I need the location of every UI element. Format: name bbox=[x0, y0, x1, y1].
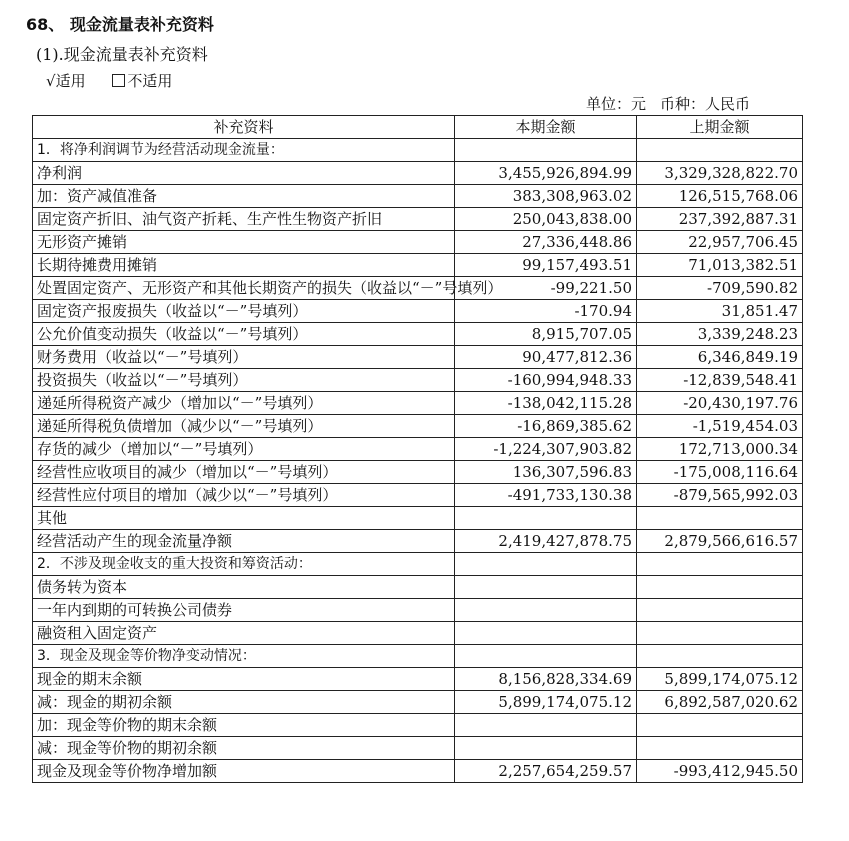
current-amount-cell: 8,915,707.05 bbox=[455, 323, 637, 346]
table-row bbox=[33, 668, 803, 691]
table-row bbox=[33, 231, 803, 254]
table-row bbox=[33, 438, 803, 461]
previous-amount-cell: 22,957,706.45 bbox=[637, 231, 803, 254]
table-row bbox=[33, 415, 803, 438]
table-row bbox=[33, 392, 803, 415]
row-label-cell: 2．不涉及现金收支的重大投资和筹资活动： bbox=[33, 553, 455, 576]
row-label-cell: 3．现金及现金等价物净变动情况： bbox=[33, 645, 455, 668]
table-row bbox=[33, 737, 803, 760]
row-label-cell: 经营性应收项目的减少（增加以“－”号填列） bbox=[33, 461, 455, 484]
current-amount-cell bbox=[455, 645, 637, 668]
applicable-label: 适用 bbox=[55, 72, 86, 90]
previous-amount-cell: 126,515,768.06 bbox=[637, 185, 803, 208]
table-row bbox=[33, 185, 803, 208]
current-amount-cell: 2,257,654,259.57 bbox=[455, 760, 637, 783]
current-amount-cell: 3,455,926,894.99 bbox=[455, 162, 637, 185]
header-current-period: 本期金额 bbox=[455, 116, 637, 139]
previous-amount-cell bbox=[637, 737, 803, 760]
previous-amount-cell: 31,851.47 bbox=[637, 300, 803, 323]
current-amount-cell: -1,224,307,903.82 bbox=[455, 438, 637, 461]
row-label-cell: 加：资产减值准备 bbox=[33, 185, 455, 208]
table-row bbox=[33, 208, 803, 231]
previous-amount-cell: 5,899,174,075.12 bbox=[637, 668, 803, 691]
current-amount-cell: 27,336,448.86 bbox=[455, 231, 637, 254]
previous-amount-cell: -993,412,945.50 bbox=[637, 760, 803, 783]
subsection-heading bbox=[36, 42, 208, 65]
previous-amount-cell bbox=[637, 507, 803, 530]
current-amount-cell: -99,221.50 bbox=[455, 277, 637, 300]
previous-amount-cell bbox=[637, 599, 803, 622]
current-amount-cell: -491,733,130.38 bbox=[455, 484, 637, 507]
current-amount-cell bbox=[455, 622, 637, 645]
current-amount-cell: -160,994,948.33 bbox=[455, 369, 637, 392]
row-label-cell: 固定资产报废损失（收益以“－”号填列） bbox=[33, 300, 455, 323]
current-amount-cell: -16,869,385.62 bbox=[455, 415, 637, 438]
current-amount-cell: 99,157,493.51 bbox=[455, 254, 637, 277]
current-amount-cell bbox=[455, 576, 637, 599]
previous-amount-cell bbox=[637, 622, 803, 645]
current-amount-cell bbox=[455, 139, 637, 162]
current-amount-cell bbox=[455, 714, 637, 737]
table-row bbox=[33, 576, 803, 599]
previous-amount-cell: -20,430,197.76 bbox=[637, 392, 803, 415]
table-row bbox=[33, 461, 803, 484]
current-amount-cell bbox=[455, 599, 637, 622]
row-label-cell: 递延所得税资产减少（增加以“－”号填列） bbox=[33, 392, 455, 415]
table-row bbox=[33, 300, 803, 323]
current-amount-cell: 383,308,963.02 bbox=[455, 185, 637, 208]
row-label-cell: 长期待摊费用摊销 bbox=[33, 254, 455, 277]
row-label-cell: 财务费用（收益以“－”号填列） bbox=[33, 346, 455, 369]
current-amount-cell bbox=[455, 737, 637, 760]
table-row bbox=[33, 323, 803, 346]
previous-amount-cell: -709,590.82 bbox=[637, 277, 803, 300]
previous-amount-cell: 3,339,248.23 bbox=[637, 323, 803, 346]
row-label-cell: 现金的期末余额 bbox=[33, 668, 455, 691]
previous-amount-cell bbox=[637, 576, 803, 599]
row-label-cell: 其他 bbox=[33, 507, 455, 530]
current-amount-cell: -138,042,115.28 bbox=[455, 392, 637, 415]
current-amount-cell: 2,419,427,878.75 bbox=[455, 530, 637, 553]
previous-amount-cell: 172,713,000.34 bbox=[637, 438, 803, 461]
table-row bbox=[33, 484, 803, 507]
row-label-cell: 一年内到期的可转换公司债券 bbox=[33, 599, 455, 622]
not-applicable-label: 不适用 bbox=[127, 72, 173, 90]
row-label-cell: 减：现金等价物的期初余额 bbox=[33, 737, 455, 760]
previous-amount-cell bbox=[637, 139, 803, 162]
previous-amount-cell: 2,879,566,616.57 bbox=[637, 530, 803, 553]
header-item: 补充资料 bbox=[33, 116, 455, 139]
row-label-cell: 经营性应付项目的增加（减少以“－”号填列） bbox=[33, 484, 455, 507]
table-row bbox=[33, 507, 803, 530]
previous-amount-cell: -12,839,548.41 bbox=[637, 369, 803, 392]
subsection-number: (1). bbox=[36, 45, 64, 64]
row-label-cell: 现金及现金等价物净增加额 bbox=[33, 760, 455, 783]
table-row bbox=[33, 760, 803, 783]
table-row bbox=[33, 254, 803, 277]
empty-checkbox-icon bbox=[112, 74, 125, 87]
table-row bbox=[33, 346, 803, 369]
row-label-cell: 处置固定资产、无形资产和其他长期资产的损失（收益以“－”号填列） bbox=[33, 277, 455, 300]
previous-amount-cell: -879,565,992.03 bbox=[637, 484, 803, 507]
previous-amount-cell: 6,346,849.19 bbox=[637, 346, 803, 369]
current-amount-cell: 90,477,812.36 bbox=[455, 346, 637, 369]
previous-amount-cell: 3,329,328,822.70 bbox=[637, 162, 803, 185]
previous-amount-cell: -1,519,454.03 bbox=[637, 415, 803, 438]
section-heading bbox=[26, 12, 214, 35]
previous-amount-cell: 237,392,887.31 bbox=[637, 208, 803, 231]
previous-amount-cell bbox=[637, 553, 803, 576]
row-label-cell: 公允价值变动损失（收益以“－”号填列） bbox=[33, 323, 455, 346]
previous-amount-cell: -175,008,116.64 bbox=[637, 461, 803, 484]
unit-line bbox=[586, 93, 764, 114]
current-amount-cell: 136,307,596.83 bbox=[455, 461, 637, 484]
table-header-row bbox=[33, 116, 803, 139]
row-label-cell: 经营活动产生的现金流量净额 bbox=[33, 530, 455, 553]
cash-flow-supplement-table bbox=[32, 115, 803, 783]
row-label-cell: 1．将净利润调节为经营活动现金流量： bbox=[33, 139, 455, 162]
previous-amount-cell bbox=[637, 645, 803, 668]
table-row bbox=[33, 162, 803, 185]
row-label-cell: 存货的减少（增加以“－”号填列） bbox=[33, 438, 455, 461]
table-row bbox=[33, 277, 803, 300]
table-body bbox=[33, 139, 803, 783]
row-label-cell: 减：现金的期初余额 bbox=[33, 691, 455, 714]
unit-label: 单位：元 bbox=[586, 95, 647, 113]
header-previous-period: 上期金额 bbox=[637, 116, 803, 139]
current-amount-cell bbox=[455, 507, 637, 530]
currency-label: 币种：人民币 bbox=[660, 95, 751, 113]
previous-amount-cell: 71,013,382.51 bbox=[637, 254, 803, 277]
row-label-cell: 投资损失（收益以“－”号填列） bbox=[33, 369, 455, 392]
row-label-cell: 无形资产摊销 bbox=[33, 231, 455, 254]
row-label-cell: 固定资产折旧、油气资产折耗、生产性生物资产折旧 bbox=[33, 208, 455, 231]
check-mark-icon: √ bbox=[46, 72, 56, 90]
section-title: 现金流量表补充资料 bbox=[69, 15, 214, 34]
table-row bbox=[33, 714, 803, 737]
current-amount-cell: 250,043,838.00 bbox=[455, 208, 637, 231]
previous-amount-cell: 6,892,587,020.62 bbox=[637, 691, 803, 714]
table-row bbox=[33, 599, 803, 622]
table-row bbox=[33, 369, 803, 392]
subsection-title: 现金流量表补充资料 bbox=[63, 45, 208, 64]
applicable-option bbox=[46, 72, 90, 90]
table-row bbox=[33, 622, 803, 645]
not-applicable-option bbox=[112, 72, 172, 90]
row-label-cell: 债务转为资本 bbox=[33, 576, 455, 599]
table-section-row bbox=[33, 553, 803, 576]
previous-amount-cell bbox=[637, 714, 803, 737]
section-number: 68、 bbox=[26, 15, 65, 34]
row-label-cell: 净利润 bbox=[33, 162, 455, 185]
current-amount-cell bbox=[455, 553, 637, 576]
table-section-row bbox=[33, 139, 803, 162]
table-section-row bbox=[33, 645, 803, 668]
row-label-cell: 融资租入固定资产 bbox=[33, 622, 455, 645]
row-label-cell: 加：现金等价物的期末余额 bbox=[33, 714, 455, 737]
current-amount-cell: 8,156,828,334.69 bbox=[455, 668, 637, 691]
applicability-options bbox=[46, 70, 194, 91]
table-row bbox=[33, 691, 803, 714]
row-label-cell: 递延所得税负债增加（减少以“－”号填列） bbox=[33, 415, 455, 438]
current-amount-cell: -170.94 bbox=[455, 300, 637, 323]
table-row bbox=[33, 530, 803, 553]
current-amount-cell: 5,899,174,075.12 bbox=[455, 691, 637, 714]
